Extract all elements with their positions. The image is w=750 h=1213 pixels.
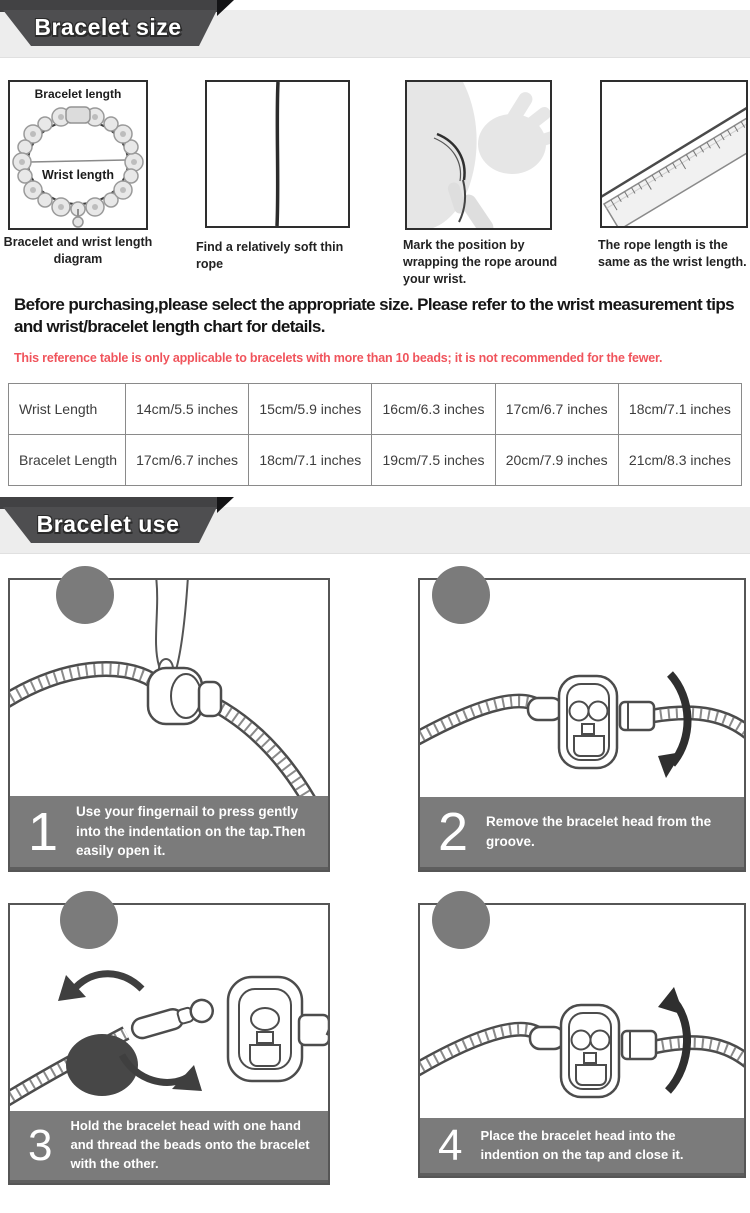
step-caption-bar xyxy=(420,797,744,870)
ruler-figure xyxy=(600,80,748,228)
step-number-bump xyxy=(432,891,490,949)
table-cell: Wrist Length xyxy=(19,401,98,417)
figure-caption: Mark the position by wrapping the rope around your wrist. xyxy=(403,238,558,286)
step-number: 2 xyxy=(438,802,469,862)
step-number-bump xyxy=(56,566,114,624)
bracelet-illustration xyxy=(10,82,146,228)
rope-illustration xyxy=(207,82,348,226)
section-title: Bracelet size xyxy=(34,14,182,40)
step-text: Place the bracelet head into the indention on the tap and close it. xyxy=(480,1127,684,1162)
step-caption-bar xyxy=(10,796,328,870)
thread-beads-illustration xyxy=(10,905,328,1111)
step-number: 1 xyxy=(28,801,59,862)
size-table xyxy=(8,383,742,486)
bracelet-use-banner xyxy=(0,497,240,547)
step-2-panel xyxy=(418,578,746,872)
table-cell: Bracelet Length xyxy=(9,434,125,485)
wrist-length-label: Wrist length xyxy=(42,168,114,182)
rope-figure xyxy=(205,80,350,228)
table-cell: 21cm/8.3 inches xyxy=(618,434,741,485)
step-caption-bar xyxy=(10,1111,328,1183)
figure-caption: Bracelet and wrist length diagram xyxy=(3,235,153,266)
sizing-intro-text: Before purchasing,please select the appropriate size. Please refer to the wrist measurement tips and wrist/bracelet length chart for details. xyxy=(14,295,734,337)
step-1-panel xyxy=(8,578,330,872)
step-3-panel xyxy=(8,903,330,1185)
table-cell: 18cm/7.1 inches xyxy=(248,434,371,485)
step-number-bump xyxy=(432,566,490,624)
hands-wrist-illustration xyxy=(407,82,550,228)
ruler-illustration xyxy=(602,82,746,226)
step-text: Remove the bracelet head from the groove. xyxy=(486,814,712,849)
step-text: Use your fingernail to press gently into the indentation on the tap.Then easily open it. xyxy=(76,804,306,859)
step-4-panel xyxy=(418,903,746,1178)
step-caption-bar xyxy=(420,1118,744,1176)
table-cell: 17cm/6.7 inches xyxy=(125,434,248,485)
table-cell: 19cm/7.5 inches xyxy=(371,434,494,485)
step-number: 4 xyxy=(438,1120,463,1170)
figure-caption: The rope length is the same as the wrist length. xyxy=(598,238,747,269)
step-text: Hold the bracelet head with one hand and thread the beads onto the bracelet with the other. xyxy=(70,1118,310,1171)
bracelet-diagram-figure xyxy=(8,80,148,230)
table-cell: 14cm/5.5 inches xyxy=(125,384,248,434)
table-cell: 15cm/5.9 inches xyxy=(248,384,371,434)
figure-caption: Find a relatively soft thin rope xyxy=(196,240,344,271)
step-number: 3 xyxy=(28,1120,53,1170)
step-number-bump xyxy=(60,891,118,949)
reference-warning-text: This reference table is only applicable to bracelets with more than 10 beads; it is not recommended for the fewer. xyxy=(14,351,663,365)
section-title: Bracelet use xyxy=(36,511,180,537)
table-cell: 20cm/7.9 inches xyxy=(495,434,618,485)
open-clasp-illustration xyxy=(10,580,328,796)
bracelet-length-label: Bracelet length xyxy=(34,87,122,101)
table-cell: 16cm/6.3 inches xyxy=(371,384,494,434)
table-cell: 17cm/6.7 inches xyxy=(495,384,618,434)
wrist-wrap-figure xyxy=(405,80,552,230)
table-cell: 18cm/7.1 inches xyxy=(618,384,741,434)
bracelet-size-banner xyxy=(0,0,240,50)
